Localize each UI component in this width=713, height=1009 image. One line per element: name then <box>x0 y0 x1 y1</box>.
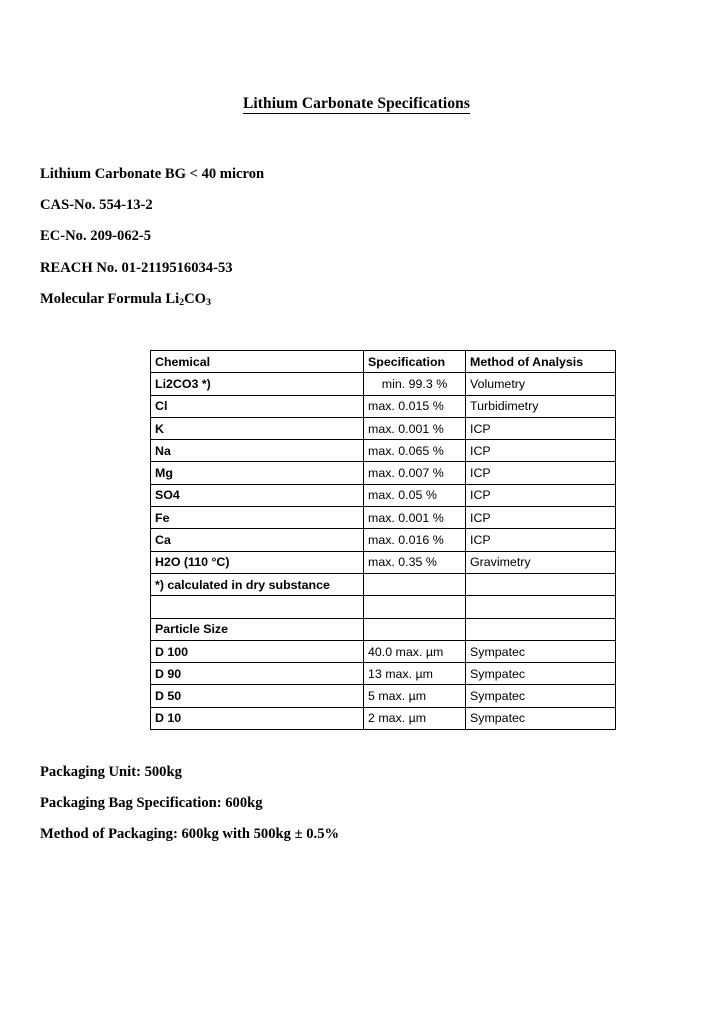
cell-chemical: SO4 <box>151 484 364 506</box>
cell-specification <box>364 573 466 595</box>
column-header-method: Method of Analysis <box>466 351 616 373</box>
molecular-formula-line <box>40 284 600 315</box>
table-row <box>151 507 616 529</box>
cell-chemical: Particle Size <box>151 618 364 640</box>
cell-chemical: Fe <box>151 507 364 529</box>
cell-chemical: *) calculated in dry substance <box>151 573 364 595</box>
cell-chemical: Mg <box>151 462 364 484</box>
cell-chemical: Ca <box>151 529 364 551</box>
table-row <box>151 663 616 685</box>
table-row <box>151 417 616 439</box>
table-row <box>151 462 616 484</box>
cell-method: Gravimetry <box>466 551 616 573</box>
cell-chemical: Na <box>151 440 364 462</box>
specification-table-body <box>151 351 616 730</box>
cell-method: Sympatec <box>466 707 616 729</box>
cell-method: ICP <box>466 507 616 529</box>
table-header-row <box>151 351 616 373</box>
cell-chemical: Cl <box>151 395 364 417</box>
molecular-formula-sub-2: 3 <box>206 296 211 308</box>
cell-specification: max. 0.007 % <box>364 462 466 484</box>
specification-table <box>150 350 616 730</box>
cell-chemical: D 100 <box>151 640 364 662</box>
cell-method <box>466 618 616 640</box>
cell-specification <box>364 618 466 640</box>
cell-specification: max. 0.35 % <box>364 551 466 573</box>
cell-method: ICP <box>466 529 616 551</box>
cell-method: Sympatec <box>466 685 616 707</box>
reach-number-line: REACH No. 01-2119516034-53 <box>40 259 233 276</box>
molecular-formula-mid: CO <box>184 290 207 307</box>
cell-method: Sympatec <box>466 640 616 662</box>
cell-chemical: K <box>151 417 364 439</box>
cell-specification: 13 max. µm <box>364 663 466 685</box>
cell-method: ICP <box>466 440 616 462</box>
column-header-specification: Specification <box>364 351 466 373</box>
cell-specification: max. 0.05 % <box>364 484 466 506</box>
ec-number-line: EC-No. 209-062-5 <box>40 228 152 245</box>
cell-chemical: Li2CO3 *) <box>151 373 364 395</box>
product-identification-block <box>40 159 600 315</box>
cell-specification: max. 0.001 % <box>364 507 466 529</box>
packaging-bag-specification-line: Packaging Bag Specification: 600kg <box>40 795 263 812</box>
cell-specification: max. 0.065 % <box>364 440 466 462</box>
cell-specification: 5 max. µm <box>364 685 466 707</box>
page-title <box>0 95 713 113</box>
packaging-unit-line: Packaging Unit: 500kg <box>40 764 182 780</box>
cell-chemical: D 50 <box>151 685 364 707</box>
page-title-text: Lithium Carbonate Specifications <box>242 95 471 112</box>
cell-specification <box>364 596 466 618</box>
method-of-packaging-line: Method of Packaging: 600kg with 500kg ± 0.5% <box>40 826 340 843</box>
table-row <box>151 685 616 707</box>
cell-chemical <box>151 596 364 618</box>
table-row <box>151 440 616 462</box>
specification-table-container <box>150 350 615 730</box>
cell-method <box>466 573 616 595</box>
cell-specification: 40.0 max. µm <box>364 640 466 662</box>
table-row <box>151 373 616 395</box>
molecular-formula-sub-1: 2 <box>179 296 185 308</box>
cell-method <box>466 596 616 618</box>
product-name-line: Lithium Carbonate BG < 40 micron <box>40 166 265 182</box>
cell-method: Turbidimetry <box>466 395 616 417</box>
table-row <box>151 484 616 506</box>
table-row <box>151 618 616 640</box>
cell-method: ICP <box>466 417 616 439</box>
table-row <box>151 395 616 417</box>
cell-specification: max. 0.015 % <box>364 395 466 417</box>
cell-specification: max. 0.001 % <box>364 417 466 439</box>
table-row <box>151 596 616 618</box>
table-row <box>151 551 616 573</box>
table-row <box>151 640 616 662</box>
packaging-block <box>40 757 640 851</box>
column-header-chemical: Chemical <box>151 351 364 373</box>
table-row <box>151 529 616 551</box>
cell-method: ICP <box>466 462 616 484</box>
cell-specification: max. 0.016 % <box>364 529 466 551</box>
cas-number-line: CAS-No. 554-13-2 <box>40 197 153 214</box>
molecular-formula-label: Molecular Formula Li <box>40 290 180 307</box>
cell-method: Sympatec <box>466 663 616 685</box>
cell-chemical: D 10 <box>151 707 364 729</box>
cell-chemical: D 90 <box>151 663 364 685</box>
table-row <box>151 573 616 595</box>
cell-specification: 2 max. µm <box>364 707 466 729</box>
cell-method: Volumetry <box>466 373 616 395</box>
cell-method: ICP <box>466 484 616 506</box>
table-row <box>151 707 616 729</box>
cell-specification: min. 99.3 % <box>364 373 466 395</box>
cell-chemical: H2O (110 °C) <box>151 551 364 573</box>
